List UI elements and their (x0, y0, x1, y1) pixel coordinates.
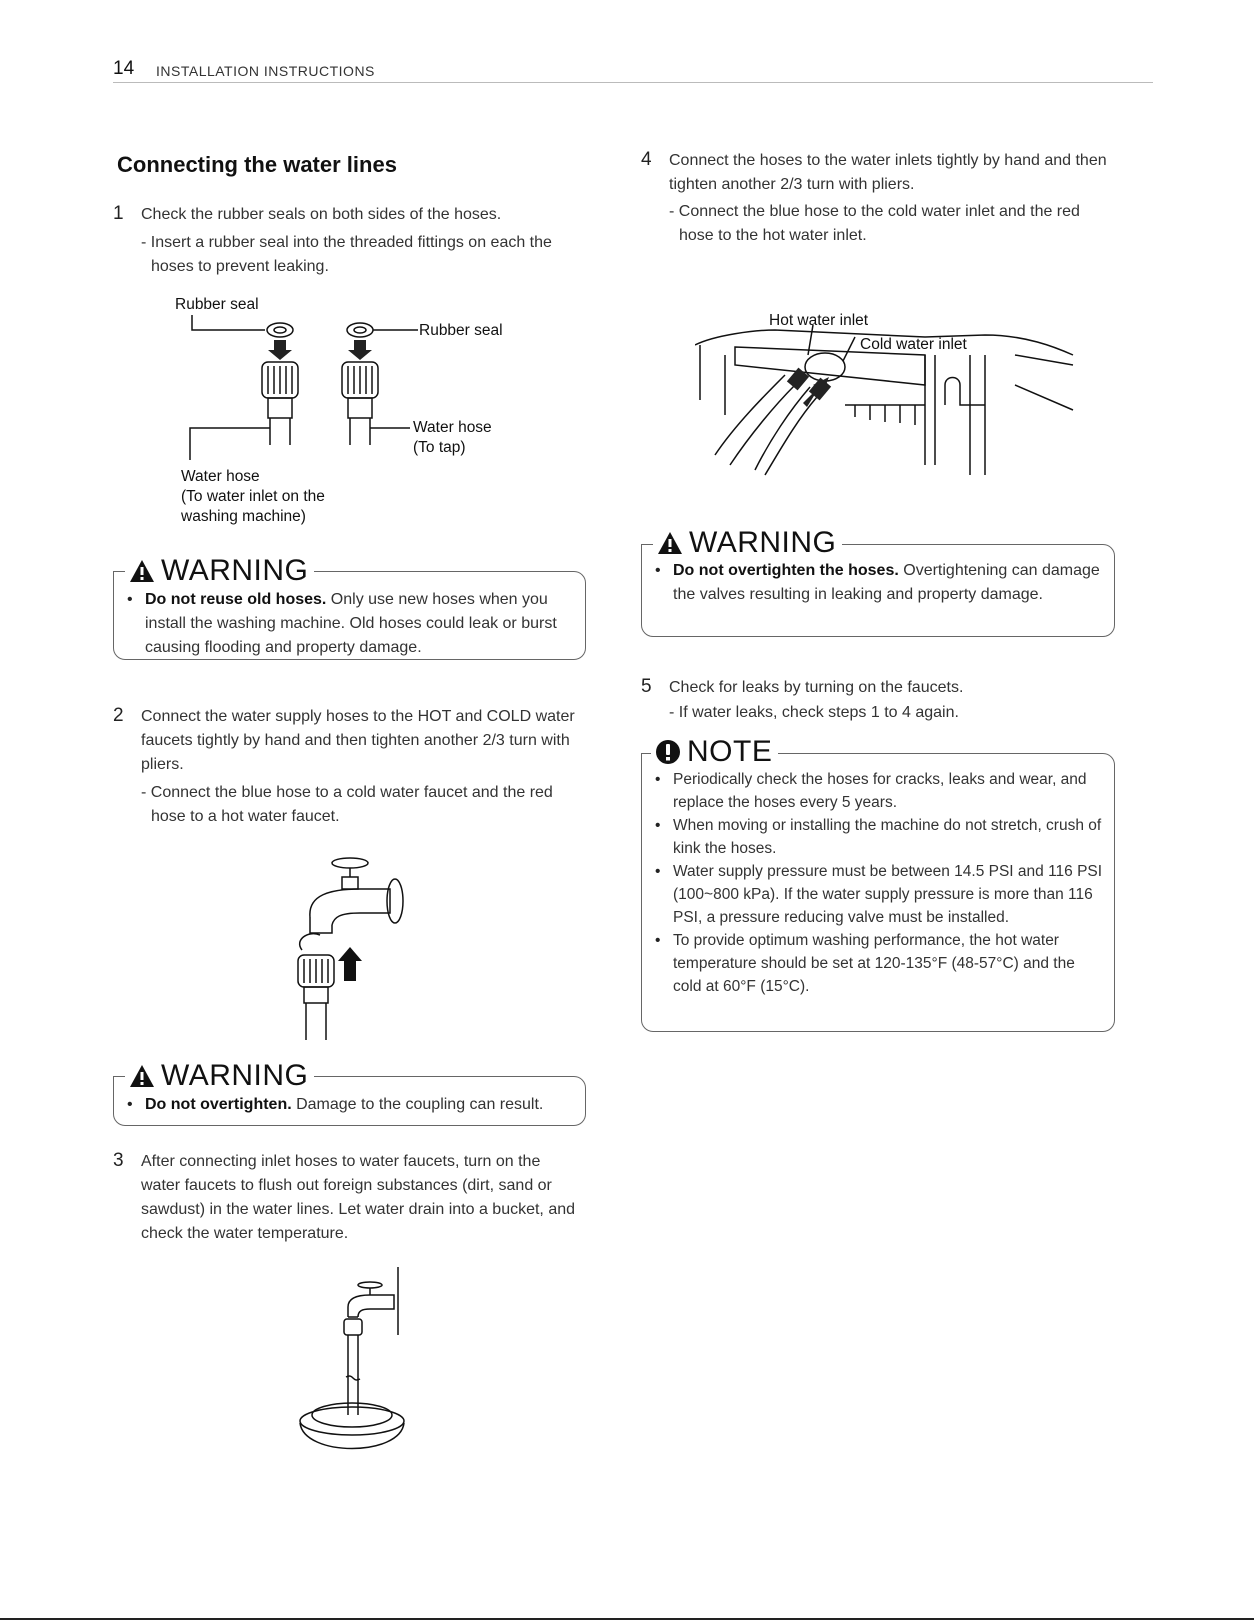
warning-body-2 (117, 1093, 577, 1117)
warning-title-3: WARNING (689, 526, 837, 559)
warning-2-bold: Do not overtighten. (145, 1096, 292, 1113)
step-2-text: Connect the water supply hoses to the HOT and COLD water faucets tightly by hand and then tighten another 2/3 turn with pliers. (141, 708, 575, 773)
label-hot-water-inlet: Hot water inlet (769, 312, 869, 329)
warning-3-bold: Do not overtighten the hoses. (673, 562, 899, 579)
warning-1-bold: Do not reuse old hoses. (145, 591, 327, 608)
step-5-text: Check for leaks by turning on the faucets. (669, 679, 964, 696)
warning-triangle-icon (129, 559, 155, 583)
page-header-title: INSTALLATION INSTRUCTIONS (156, 63, 375, 79)
warning-triangle-icon (657, 531, 683, 555)
warning-title-2: WARNING (161, 1059, 309, 1092)
water-inlet-diagram (695, 325, 1080, 480)
warning-title-1: WARNING (161, 554, 309, 587)
step-5-subtext: - If water leaks, check steps 1 to 4 again. (669, 704, 959, 721)
exclamation-circle-icon (655, 739, 681, 765)
label-water-hose-inlet: Water hose (181, 468, 260, 485)
note-body (645, 768, 1107, 998)
step-2-number: 2 (113, 705, 124, 726)
step-1-text: Check the rubber seals on both sides of the hoses. (141, 206, 502, 223)
step-2-subtext: - Connect the blue hose to a cold water faucet and the red hose to a hot water faucet. (141, 784, 553, 825)
step-3-number: 3 (113, 1150, 124, 1171)
label-rubber-seal-right: Rubber seal (419, 322, 503, 339)
step-4-text: Connect the hoses to the water inlets tightly by hand and then tighten another 2/3 turn with pliers. (669, 152, 1107, 193)
header-divider (113, 82, 1153, 83)
warning-3-text: Overtightening can damage the valves resulting in leaking and property damage. (673, 562, 1100, 603)
section-title: Connecting the water lines (117, 152, 397, 177)
step-5-number: 5 (641, 676, 652, 697)
note-item: • Periodically check the hoses for cracks, leaks and wear, and replace the hoses every 5 years. (645, 768, 1107, 814)
step-1-number: 1 (113, 203, 124, 224)
label-water-hose-inlet-sub1: (To water inlet on the (181, 488, 325, 505)
note-title: NOTE (687, 735, 773, 768)
note-item: • Water supply pressure must be between 14.5 PSI and 116 PSI (100~800 kPa). If the water supply pressure is more than 116 PSI, a pressure reducing valve must be installed. (645, 860, 1107, 929)
step-4-number: 4 (641, 149, 652, 170)
warning-heading-3 (653, 526, 842, 560)
warning-body-1 (117, 588, 577, 660)
warning-2-text: Damage to the coupling can result. (291, 1096, 544, 1113)
faucet-connection-diagram (290, 855, 420, 1040)
warning-heading-2 (125, 1059, 314, 1093)
flush-bucket-diagram (290, 1265, 420, 1460)
label-rubber-seal-left: Rubber seal (175, 296, 259, 313)
label-water-hose-tap: Water hose (413, 419, 492, 436)
page-bottom-border (0, 1618, 1254, 1620)
warning-heading-1 (125, 554, 314, 588)
note-item: • To provide optimum washing performance, the hot water temperature should be set at 120-135°F (48-57°C) and the cold at 60°F (15°C). (645, 929, 1107, 998)
rubber-seal-diagram (170, 310, 430, 460)
note-heading (651, 735, 778, 769)
step-3-text: After connecting inlet hoses to water faucets, turn on the water faucets to flush out foreign substances (dirt, sand or sawdust) in the water lines. Let water drain into a bucket, and check the water temperature. (141, 1153, 576, 1242)
note-item: • When moving or installing the machine do not stretch, crush of kink the hoses. (645, 814, 1107, 860)
step-4-subtext: - Connect the blue hose to the cold water inlet and the red hose to the hot water inlet. (669, 203, 1080, 244)
page-number: 14 (113, 58, 135, 79)
warning-body-3 (645, 559, 1100, 607)
label-cold-water-inlet: Cold water inlet (860, 336, 967, 353)
warning-triangle-icon (129, 1064, 155, 1088)
step-1-subtext: - Insert a rubber seal into the threaded fittings on each the hoses to prevent leaking. (141, 234, 552, 275)
label-water-hose-inlet-sub2: washing machine) (181, 508, 306, 525)
warning-1-text: Only use new hoses when you install the washing machine. Old hoses could leak or burst causing flooding and property damage. (145, 591, 557, 656)
label-water-hose-tap-sub: (To tap) (413, 439, 466, 456)
